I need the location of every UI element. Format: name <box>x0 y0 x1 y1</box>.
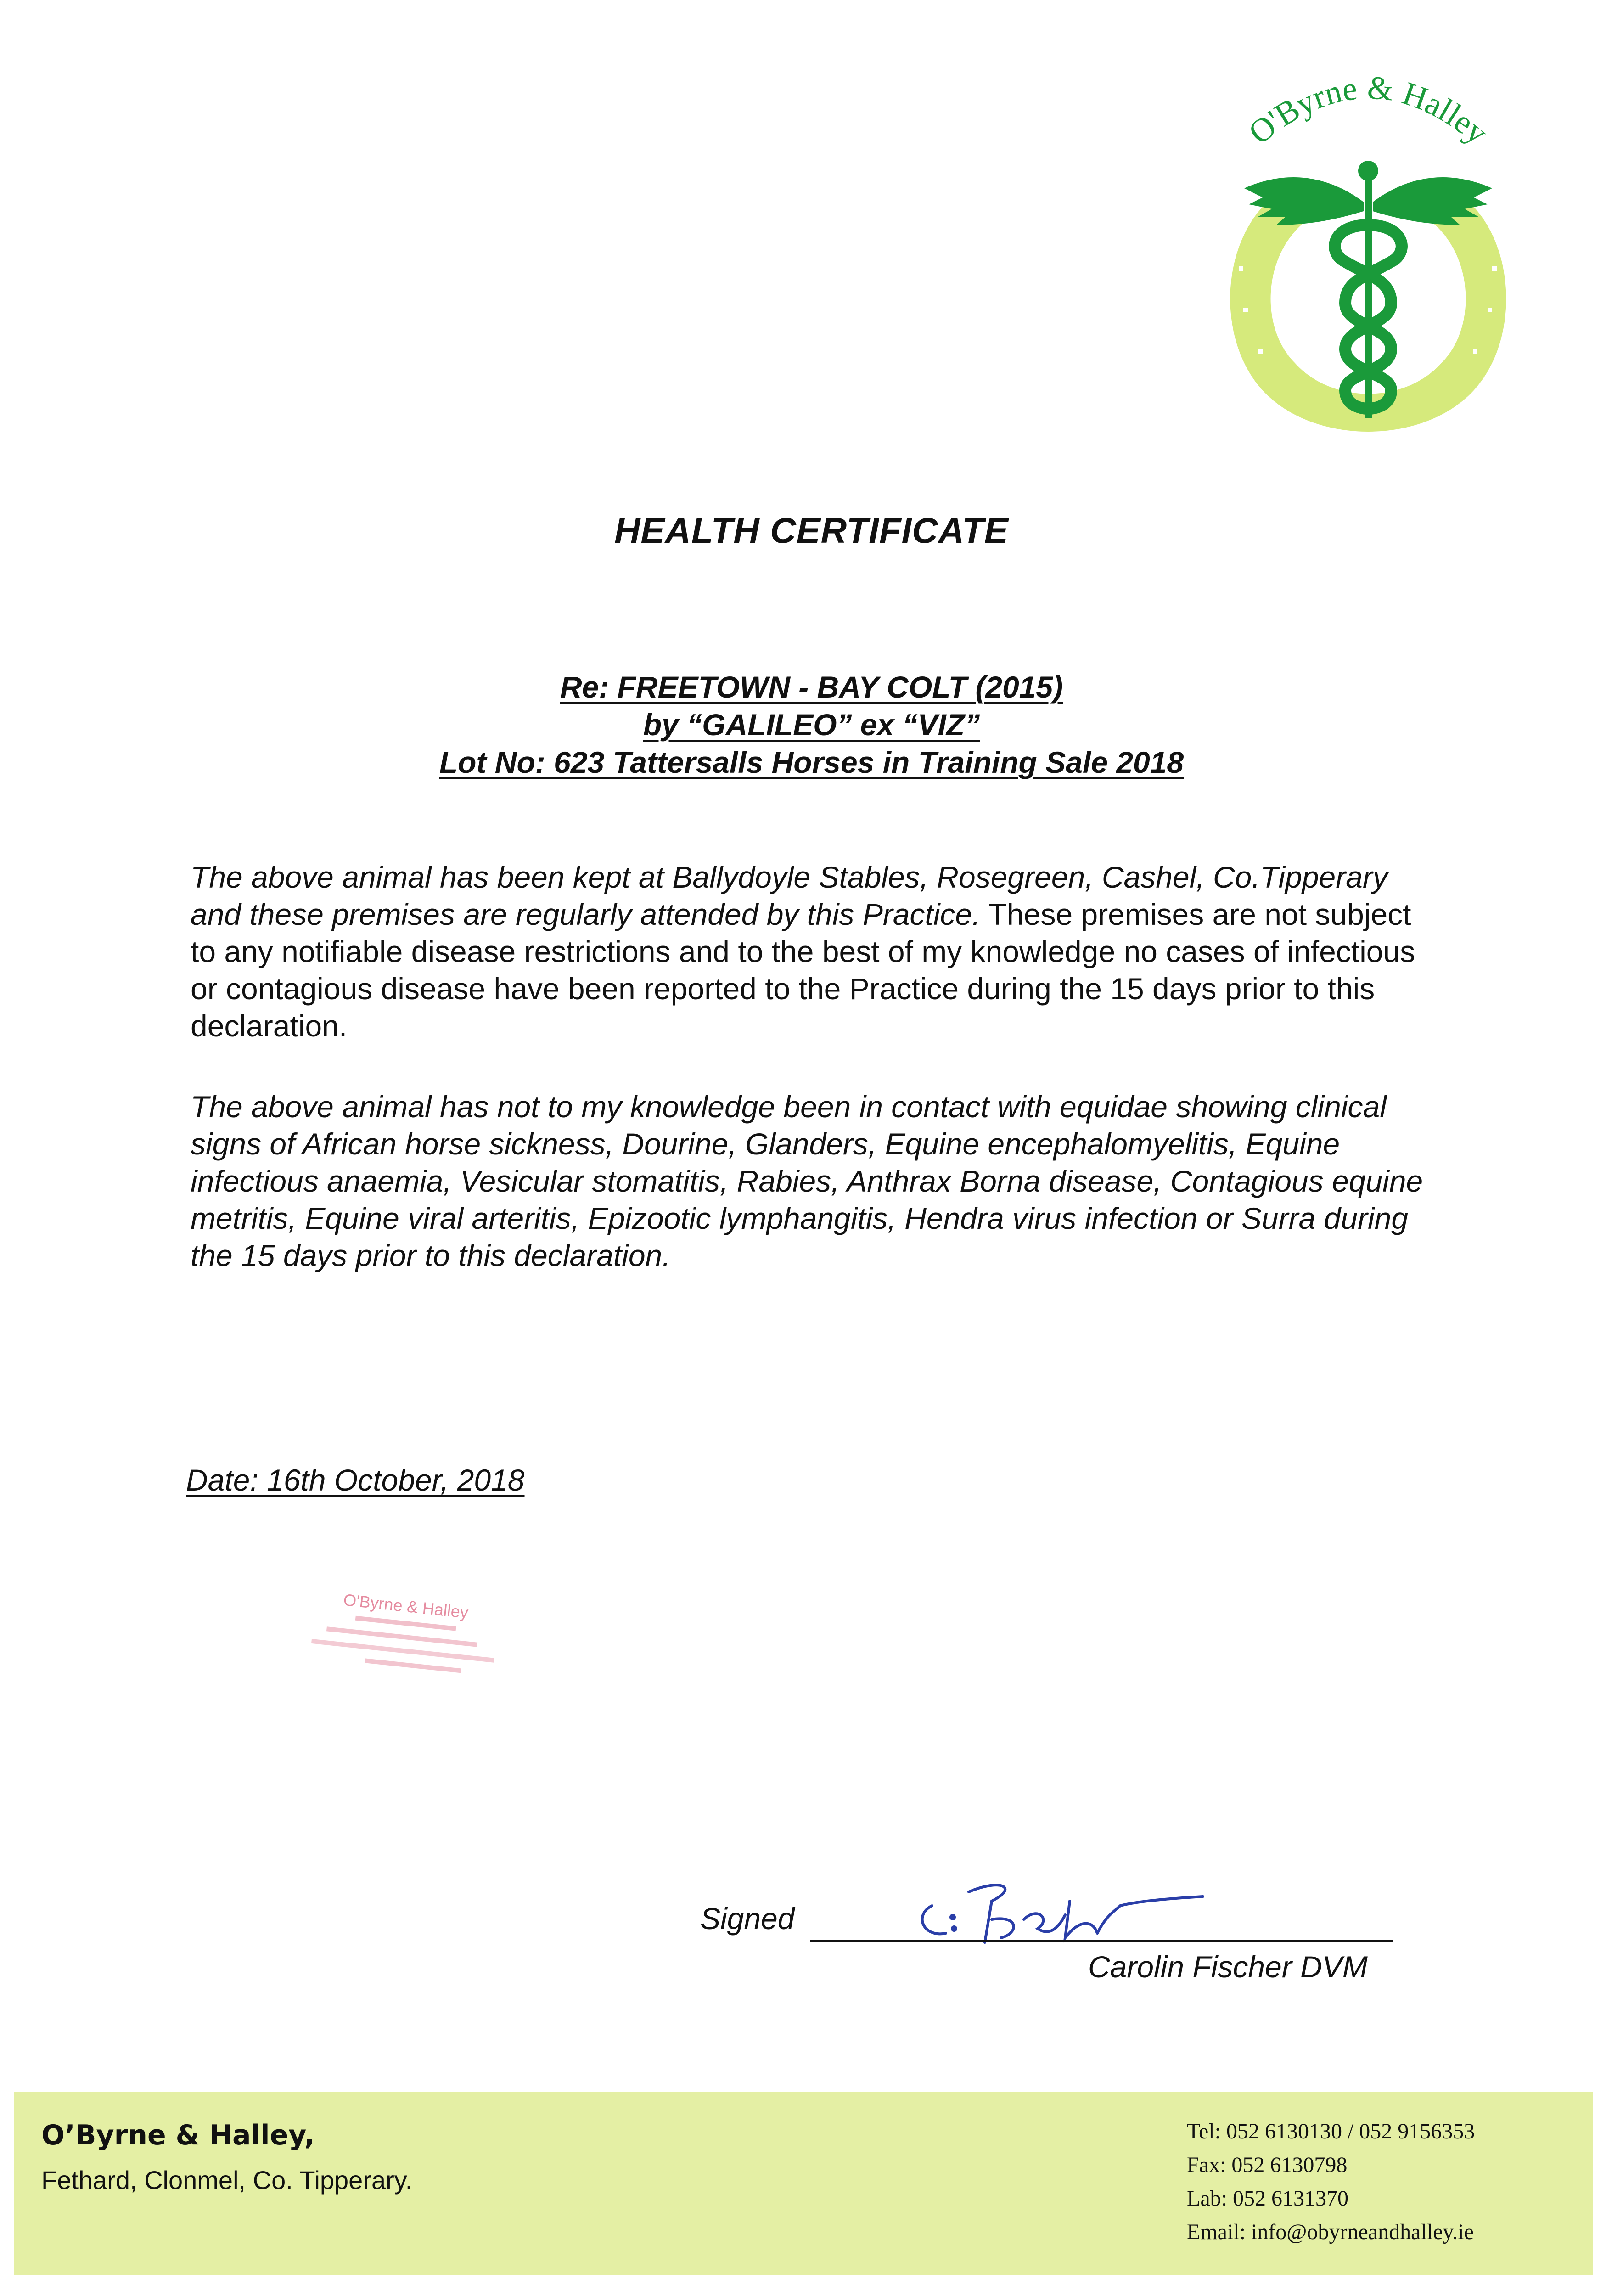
premises-paragraph-italic: The above animal has been kept at Ballydoyle Stables, Rosegreen, Cashel, Co.Tipperary and these premises are regularly attended by this Practice. <box>191 860 1388 931</box>
signer-name: Carolin Fischer DVM <box>1088 1950 1368 1984</box>
signed-label: Signed <box>700 1902 795 1936</box>
premises-paragraph <box>191 859 1430 1045</box>
footer-firm-name: O’Byrne & Halley, <box>41 2119 315 2151</box>
document-title: HEALTH CERTIFICATE <box>614 510 1009 551</box>
reference-lot: Lot No: 623 Tattersalls Horses in Training Sale 2018 <box>439 745 1184 779</box>
premises-paragraph-regular: These premises are not subject to any notifiable disease restrictions and to the best of my knowledge no cases of infectious or contagious disease have been reported to the Practice during the 15 days prior to this declaration. <box>191 897 1415 1043</box>
practice-logo <box>1194 51 1543 445</box>
footer-email: Email: info@obyrneandhalley.ie <box>1187 2220 1474 2244</box>
stamp-text: O'Byrne & Halley <box>343 1590 469 1622</box>
logo-name-text: O'Byrne & Halley <box>1241 68 1495 152</box>
footer-tel: Tel: 052 6130130 / 052 9156353 <box>1187 2119 1475 2144</box>
certificate-date: Date: 16th October, 2018 <box>186 1463 525 1497</box>
signature-line <box>810 1940 1393 1942</box>
svg-text:O'Byrne & Halley <box>1241 69 1495 152</box>
reference-block <box>0 668 1623 781</box>
footer-lab: Lab: 052 6131370 <box>1187 2186 1348 2211</box>
footer-address: Fethard, Clonmel, Co. Tipperary. <box>41 2166 413 2195</box>
reference-pedigree: by “GALILEO” ex “VIZ” <box>643 708 980 742</box>
reference-horse: Re: FREETOWN - BAY COLT (2015) <box>560 670 1063 704</box>
footer-fax: Fax: 052 6130798 <box>1187 2153 1348 2177</box>
disease-contact-paragraph: The above animal has not to my knowledge been in contact with equidae showing clinical signs of African horse sickness, Dourine, Glanders, Equine encephalomyelitis, Equine infectious anaemia, Vesicular stomatitis, Rabies, Anthrax Borna disease, Contagious equine metritis, Equine viral arteritis, Epizootic lymphangitis, Hendra virus infection or Surra during the 15 days prior to this declaration. <box>191 1090 1423 1272</box>
footer-contact-block <box>1187 2115 1475 2249</box>
letterhead-footer <box>14 2092 1593 2275</box>
practice-stamp <box>298 1584 510 1694</box>
